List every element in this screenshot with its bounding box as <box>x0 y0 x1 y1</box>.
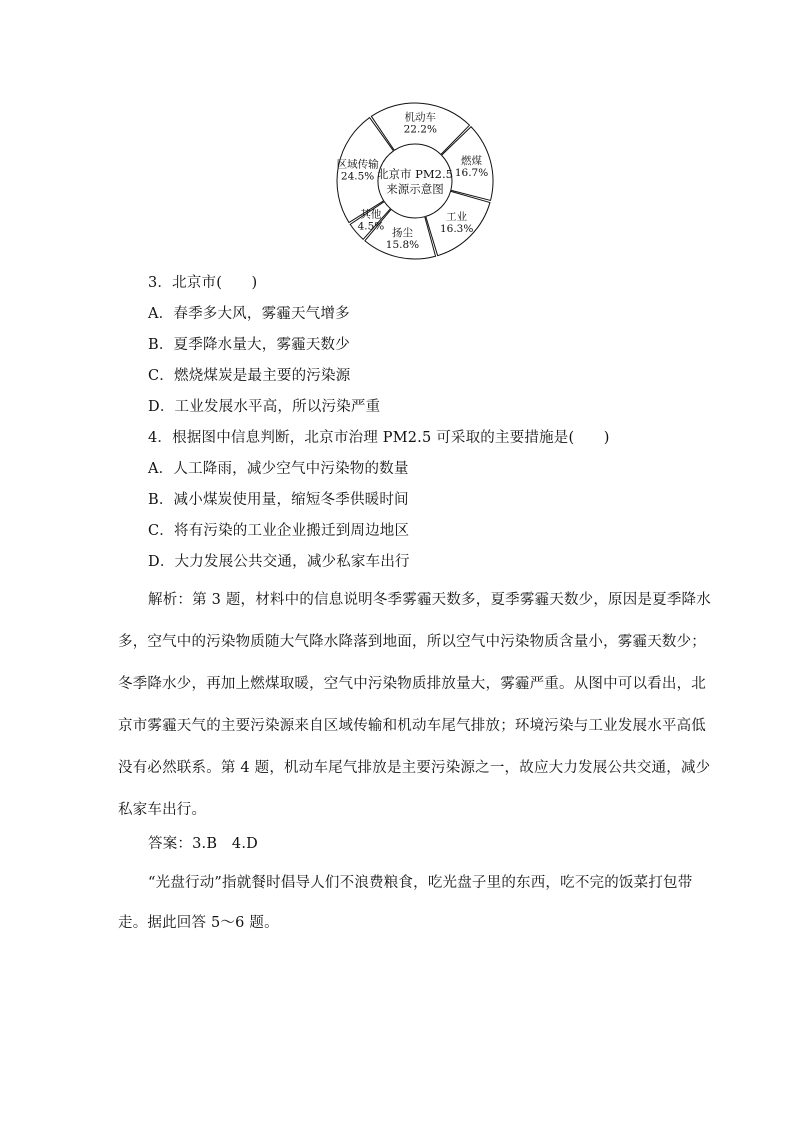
analysis-line-5: 没有必然联系。第 4 题，机动车尾气排放是主要污染源之一，故应大力发展公共交通，减少 <box>118 760 711 776</box>
question-4-option-a: A．人工降雨，减少空气中污染物的数量 <box>148 461 409 477</box>
donut-slice-1-name: 区域传输 <box>336 158 379 171</box>
intro-line-2: 走。据此回答 5～6 题。 <box>118 915 279 931</box>
donut-center-title-line-2: 来源示意图 <box>386 182 444 196</box>
pm25-source-donut-chart <box>320 104 510 259</box>
donut-slice-3-value: 16.7% <box>454 167 489 180</box>
donut-slice-5-value: 15.8% <box>385 239 420 252</box>
donut-center-title-line-1: 北京市 PM2.5 <box>377 167 453 181</box>
question-3-option-d: D．工业发展水平高，所以污染严重 <box>148 399 381 415</box>
question-3-option-a: A．春季多大风，雾霾天气增多 <box>148 306 350 322</box>
question-4-option-b: B．减小煤炭使用量，缩短冬季供暖时间 <box>148 492 409 508</box>
question-3-option-b: B．夏季降水量大，雾霾天数少 <box>148 337 350 353</box>
donut-slice-6-value: 4.5% <box>357 220 385 233</box>
question-3-stem: 3．北京市( ) <box>148 275 258 291</box>
donut-slice-3-name: 燃煤 <box>461 155 483 168</box>
intro-line-1: “光盘行动”指就餐时倡导人们不浪费粮食，吃光盘子里的东西，吃不完的饭菜打包带 <box>148 875 693 891</box>
analysis-line-1: 解析：第 3 题，材料中的信息说明冬季雾霾天数多，夏季雾霾天数少，原因是夏季降水 <box>148 592 711 608</box>
donut-svg <box>320 104 510 259</box>
question-4-option-d: D．大力发展公共交通，减少私家车出行 <box>148 554 410 570</box>
analysis-line-3: 冬季降水少，再加上燃煤取暖，空气中污染物质排放量大，雾霾严重。从图中可以看出，北 <box>118 676 706 692</box>
analysis-line-2: 多，空气中的污染物质随大气降水降落到地面，所以空气中污染物质含量小，雾霾天数少； <box>118 634 706 650</box>
answer-line: 答案：3.B 4.D <box>148 836 258 852</box>
analysis-line-4: 京市雾霾天气的主要污染源来自区域传输和机动车尾气排放；环境污染与工业发展水平高低 <box>118 718 706 734</box>
donut-slice-1-value: 24.5% <box>340 170 375 183</box>
question-3-option-c: C．燃烧煤炭是最主要的污染源 <box>148 368 351 384</box>
donut-slice-6-name: 其他 <box>360 208 382 221</box>
donut-slice-4-name: 工业 <box>446 211 468 224</box>
question-4-stem: 4．根据图中信息判断，北京市治理 PM2.5 可采取的主要措施是( ) <box>148 430 610 446</box>
donut-slice-4-value: 16.3% <box>439 223 474 236</box>
donut-slice-5-name: 扬尘 <box>391 227 413 240</box>
analysis-line-6: 私家车出行。 <box>118 802 207 818</box>
donut-slice-2-value: 22.2% <box>403 123 437 136</box>
donut-slice-2-name: 机动车 <box>404 111 437 124</box>
question-4-option-c: C．将有污染的工业企业搬迁到周边地区 <box>148 523 410 539</box>
